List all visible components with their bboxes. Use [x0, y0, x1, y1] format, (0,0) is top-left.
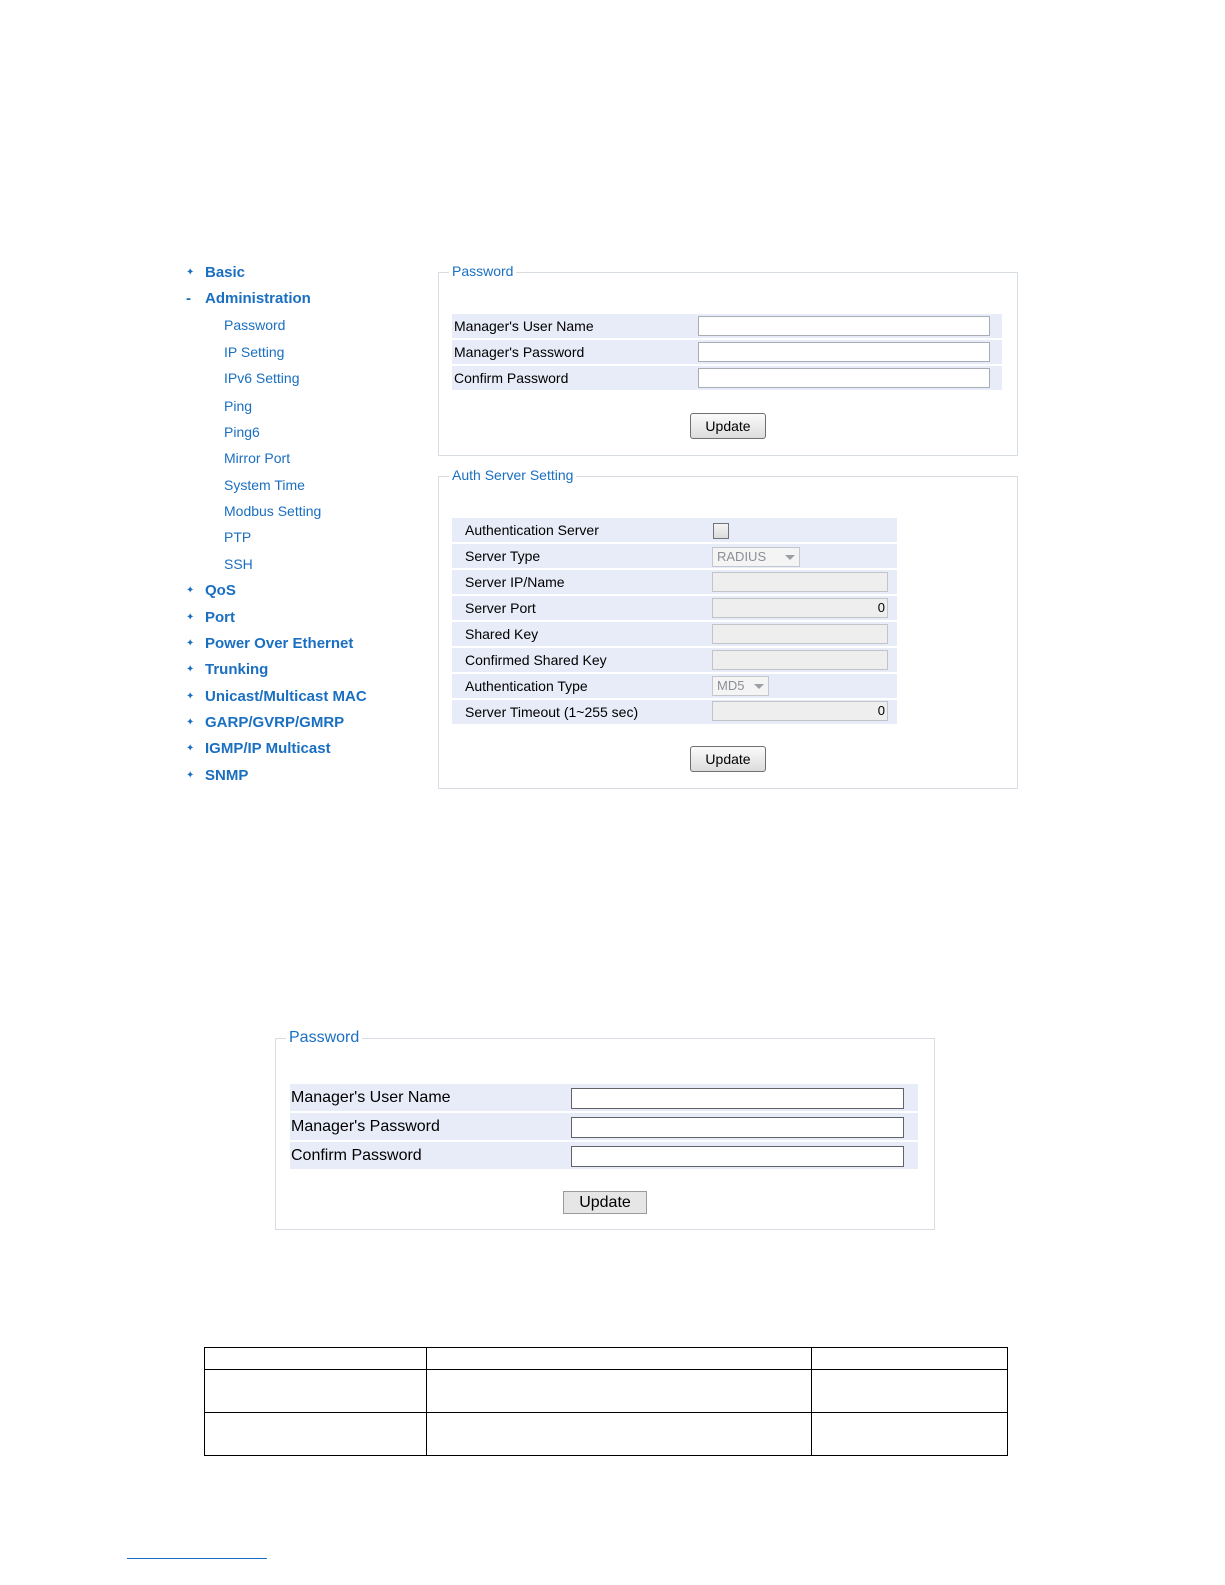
menu-item-port[interactable]: ✦ Port: [186, 607, 235, 629]
confirmed-shared-key-label: Confirmed Shared Key: [465, 652, 607, 668]
server-type-select[interactable]: [712, 547, 800, 567]
confirmed-shared-key-input[interactable]: [712, 650, 888, 670]
submenu-item-password[interactable]: Password: [224, 317, 286, 333]
user-name-input-large[interactable]: [571, 1088, 904, 1109]
table-cell: [427, 1348, 812, 1370]
authentication-server-label: Authentication Server: [465, 522, 599, 538]
expand-icon: ✦: [186, 638, 195, 649]
confirm-password-input-large[interactable]: [571, 1146, 904, 1167]
expand-icon: ✦: [186, 691, 195, 702]
menu-item-igmp-ip-multicast[interactable]: ✦ IGMP/IP Multicast: [186, 738, 331, 760]
expand-icon: ✦: [186, 770, 195, 781]
confirm-password-label-large: Confirm Password: [291, 1147, 422, 1164]
table-cell: [427, 1370, 812, 1413]
confirm-password-label: Confirm Password: [454, 370, 569, 386]
password-input[interactable]: [698, 342, 990, 362]
password-input-large[interactable]: [571, 1117, 904, 1138]
menu-item-trunking[interactable]: ✦ Trunking: [186, 659, 268, 681]
menu-item-unicast-multicast-mac[interactable]: ✦ Unicast/Multicast MAC: [186, 686, 367, 708]
table-cell: [812, 1413, 1008, 1456]
submenu-item-ptp[interactable]: PTP: [224, 529, 252, 545]
server-port-label: Server Port: [465, 600, 536, 616]
expand-icon: ✦: [186, 612, 195, 623]
shared-key-label: Shared Key: [465, 626, 539, 642]
form-row-authentication-server: [452, 518, 897, 544]
table-cell: [812, 1348, 1008, 1370]
menu-item-administration[interactable]: - Administration: [186, 288, 311, 310]
submenu-item-mirror-port[interactable]: Mirror Port: [224, 450, 291, 466]
shared-key-input[interactable]: [712, 624, 888, 644]
server-ip-label: Server IP/Name: [465, 574, 565, 590]
menu-item-qos[interactable]: ✦ QoS: [186, 580, 236, 602]
server-port-input[interactable]: 0: [712, 598, 888, 618]
auth-update-button[interactable]: Update: [690, 746, 766, 772]
expand-icon: ✦: [186, 585, 195, 596]
submenu-item-system-time[interactable]: System Time: [224, 477, 305, 493]
submenu-item-ping[interactable]: Ping: [224, 398, 253, 414]
table-cell: [812, 1370, 1008, 1413]
expand-icon: ✦: [186, 717, 195, 728]
table-cell: [205, 1370, 427, 1413]
submenu-item-ssh[interactable]: SSH: [224, 556, 253, 572]
password-label: Manager's Password: [454, 344, 585, 360]
menu-item-garp-gvrp-gmrp[interactable]: ✦ GARP/GVRP/GMRP: [186, 712, 344, 734]
expand-icon: ✦: [186, 664, 195, 675]
menu-item-basic[interactable]: ✦ Basic: [186, 262, 245, 284]
password-label-large: Manager's Password: [291, 1118, 440, 1135]
submenu-item-modbus-setting[interactable]: Modbus Setting: [224, 503, 322, 519]
confirm-password-input[interactable]: [698, 368, 990, 388]
document-table: [204, 1347, 1008, 1456]
table-row: [205, 1413, 1008, 1456]
server-ip-input[interactable]: [712, 572, 888, 592]
menu-item-snmp[interactable]: ✦ SNMP: [186, 765, 248, 787]
table-cell: [205, 1348, 427, 1370]
password-panel-legend: Password: [449, 263, 516, 279]
expand-icon: ✦: [186, 743, 195, 754]
form-row-server-type: [452, 544, 897, 570]
submenu-item-ip-setting[interactable]: IP Setting: [224, 344, 285, 360]
table-cell: [205, 1413, 427, 1456]
expand-icon: ✦: [186, 267, 195, 278]
submenu-item-ping6[interactable]: Ping6: [224, 424, 260, 440]
chevron-down-icon: [754, 684, 764, 689]
user-name-input[interactable]: [698, 316, 990, 336]
server-timeout-label: Server Timeout (1~255 sec): [465, 704, 639, 720]
menu-item-power-over-ethernet[interactable]: ✦ Power Over Ethernet: [186, 633, 353, 655]
authentication-server-checkbox[interactable]: [713, 523, 729, 539]
chevron-down-icon: [785, 555, 795, 560]
user-name-label: Manager's User Name: [454, 318, 594, 334]
password-update-button-large[interactable]: Update: [563, 1191, 647, 1214]
server-type-value: RADIUS: [717, 549, 767, 564]
table-row: [205, 1348, 1008, 1370]
auth-server-panel-legend: Auth Server Setting: [449, 467, 576, 483]
password-update-button[interactable]: Update: [690, 413, 766, 439]
server-timeout-input[interactable]: 0: [712, 701, 888, 721]
user-name-label-large: Manager's User Name: [291, 1089, 451, 1106]
authentication-type-label: Authentication Type: [465, 678, 588, 694]
collapse-icon: -: [186, 290, 191, 307]
footer-link-underline: [127, 1558, 267, 1559]
table-row: [205, 1370, 1008, 1413]
authentication-type-select[interactable]: [712, 676, 769, 696]
server-type-label: Server Type: [465, 548, 541, 564]
authentication-type-value: MD5: [717, 678, 745, 693]
password-panel-large-legend: Password: [286, 1029, 362, 1047]
form-row-authentication-type: [452, 674, 897, 700]
submenu-item-ipv6-setting[interactable]: IPv6 Setting: [224, 370, 300, 386]
table-cell: [427, 1413, 812, 1456]
